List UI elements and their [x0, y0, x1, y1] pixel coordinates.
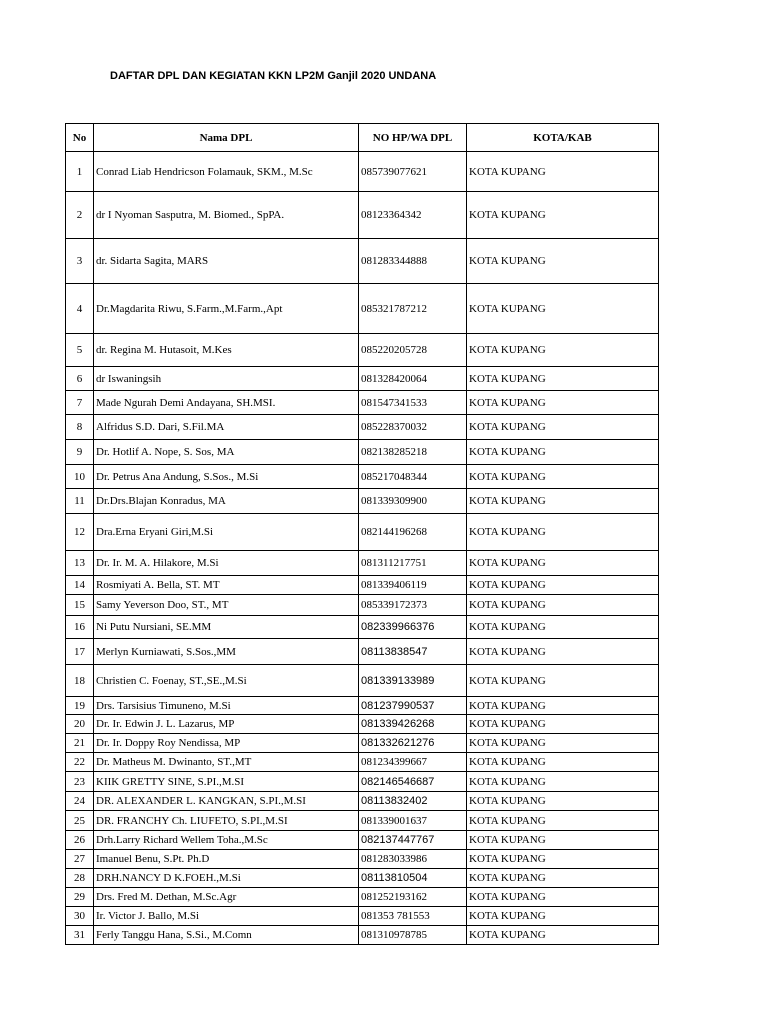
row-number: 26 [66, 831, 94, 850]
city-cell: KOTA KUPANG [467, 753, 659, 772]
dpl-name-cell: Merlyn Kurniawati, S.Sos.,MM [94, 639, 359, 665]
city-cell: KOTA KUPANG [467, 334, 659, 367]
table-row [66, 869, 659, 888]
table-row [66, 284, 659, 334]
dpl-name-cell: Samy Yeverson Doo, ST., MT [94, 595, 359, 616]
table-row [66, 551, 659, 576]
dpl-name-cell: Dra.Erna Eryani Giri,M.Si [94, 514, 359, 551]
dpl-name-cell: Dr.Magdarita Riwu, S.Farm.,M.Farm.,Apt [94, 284, 359, 334]
table-row [66, 734, 659, 753]
phone-cell: 085321787212 [359, 284, 467, 334]
dpl-name-cell: dr I Nyoman Sasputra, M. Biomed., SpPA. [94, 192, 359, 239]
row-number: 7 [66, 391, 94, 415]
city-cell: KOTA KUPANG [467, 284, 659, 334]
table-row [66, 926, 659, 945]
phone-cell: 082339966376 [359, 616, 467, 639]
city-cell: KOTA KUPANG [467, 715, 659, 734]
phone-cell: 081339133989 [359, 665, 467, 697]
row-number: 6 [66, 367, 94, 391]
table-row [66, 850, 659, 869]
dpl-name-cell: dr. Regina M. Hutasoit, M.Kes [94, 334, 359, 367]
dpl-name-cell: Drs. Fred M. Dethan, M.Sc.Agr [94, 888, 359, 907]
table-row [66, 391, 659, 415]
city-cell: KOTA KUPANG [467, 734, 659, 753]
city-cell: KOTA KUPANG [467, 697, 659, 715]
phone-cell: 081311217751 [359, 551, 467, 576]
row-number: 16 [66, 616, 94, 639]
row-number: 14 [66, 576, 94, 595]
city-cell: KOTA KUPANG [467, 907, 659, 926]
city-cell: KOTA KUPANG [467, 239, 659, 284]
row-number: 24 [66, 792, 94, 811]
phone-cell: 081332621276 [359, 734, 467, 753]
city-cell: KOTA KUPANG [467, 152, 659, 192]
dpl-name-cell: Drs. Tarsisius Timuneno, M.Si [94, 697, 359, 715]
city-cell: KOTA KUPANG [467, 831, 659, 850]
document-title: DAFTAR DPL DAN KEGIATAN KKN LP2M Ganjil 2020 UNDANA [110, 70, 437, 82]
phone-cell: 082146546687 [359, 772, 467, 792]
dpl-name-cell: Imanuel Benu, S.Pt. Ph.D [94, 850, 359, 869]
row-number: 23 [66, 772, 94, 792]
dpl-name-cell: Drh.Larry Richard Wellem Toha.,M.Sc [94, 831, 359, 850]
row-number: 20 [66, 715, 94, 734]
table-row [66, 152, 659, 192]
table-row [66, 753, 659, 772]
phone-cell: 082144196268 [359, 514, 467, 551]
row-number: 5 [66, 334, 94, 367]
table-row [66, 514, 659, 551]
row-number: 21 [66, 734, 94, 753]
dpl-name-cell: Dr. Hotlif A. Nope, S. Sos, MA [94, 440, 359, 465]
phone-cell: 081547341533 [359, 391, 467, 415]
phone-cell: 08113810504 [359, 869, 467, 888]
table-row [66, 239, 659, 284]
table-row [66, 831, 659, 850]
city-cell: KOTA KUPANG [467, 440, 659, 465]
table-row [66, 715, 659, 734]
dpl-name-cell: Made Ngurah Demi Andayana, SH.MSI. [94, 391, 359, 415]
row-number: 30 [66, 907, 94, 926]
city-cell: KOTA KUPANG [467, 772, 659, 792]
row-number: 12 [66, 514, 94, 551]
row-number: 11 [66, 489, 94, 514]
dpl-name-cell: DRH.NANCY D K.FOEH.,M.Si [94, 869, 359, 888]
dpl-name-cell: Alfridus S.D. Dari, S.Fil.MA [94, 415, 359, 440]
table-body [66, 152, 659, 945]
dpl-name-cell: Ferly Tanggu Hana, S.Si., M.Comn [94, 926, 359, 945]
dpl-name-cell: Dr. Ir. M. A. Hilakore, M.Si [94, 551, 359, 576]
phone-cell: 08113838547 [359, 639, 467, 665]
phone-cell: 081339309900 [359, 489, 467, 514]
dpl-name-cell: Christien C. Foenay, ST.,SE.,M.Si [94, 665, 359, 697]
table-row [66, 465, 659, 489]
dpl-name-cell: dr Iswaningsih [94, 367, 359, 391]
city-cell: KOTA KUPANG [467, 192, 659, 239]
row-number: 13 [66, 551, 94, 576]
header-no: No [66, 124, 94, 152]
phone-cell: 085228370032 [359, 415, 467, 440]
table-row [66, 792, 659, 811]
city-cell: KOTA KUPANG [467, 595, 659, 616]
table-row [66, 367, 659, 391]
table-header-row [66, 124, 659, 152]
city-cell: KOTA KUPANG [467, 639, 659, 665]
phone-cell: 081234399667 [359, 753, 467, 772]
city-cell: KOTA KUPANG [467, 367, 659, 391]
phone-cell: 085217048344 [359, 465, 467, 489]
row-number: 22 [66, 753, 94, 772]
row-number: 17 [66, 639, 94, 665]
city-cell: KOTA KUPANG [467, 514, 659, 551]
table-row [66, 595, 659, 616]
header-kota-kab: KOTA/KAB [467, 124, 659, 152]
phone-cell: 081237990537 [359, 697, 467, 715]
phone-cell: 081339426268 [359, 715, 467, 734]
table-row [66, 665, 659, 697]
phone-cell: 081339001637 [359, 811, 467, 831]
table-row [66, 616, 659, 639]
row-number: 8 [66, 415, 94, 440]
table-row [66, 888, 659, 907]
dpl-name-cell: Ir. Victor J. Ballo, M.Si [94, 907, 359, 926]
phone-cell: 085220205728 [359, 334, 467, 367]
row-number: 4 [66, 284, 94, 334]
phone-cell: 085339172373 [359, 595, 467, 616]
table-row [66, 576, 659, 595]
table-row [66, 415, 659, 440]
city-cell: KOTA KUPANG [467, 551, 659, 576]
row-number: 9 [66, 440, 94, 465]
city-cell: KOTA KUPANG [467, 576, 659, 595]
table-row [66, 907, 659, 926]
city-cell: KOTA KUPANG [467, 888, 659, 907]
header-no-hp: NO HP/WA DPL [359, 124, 467, 152]
phone-cell: 08113832402 [359, 792, 467, 811]
phone-cell: 081252193162 [359, 888, 467, 907]
dpl-name-cell: Ni Putu Nursiani, SE.MM [94, 616, 359, 639]
phone-cell: 082137447767 [359, 831, 467, 850]
phone-cell: 081328420064 [359, 367, 467, 391]
city-cell: KOTA KUPANG [467, 869, 659, 888]
table-row [66, 440, 659, 465]
city-cell: KOTA KUPANG [467, 665, 659, 697]
row-number: 1 [66, 152, 94, 192]
table-row [66, 489, 659, 514]
dpl-name-cell: Dr. Ir. Edwin J. L. Lazarus, MP [94, 715, 359, 734]
dpl-name-cell: Dr.Drs.Blajan Konradus, MA [94, 489, 359, 514]
dpl-name-cell: KIIK GRETTY SINE, S.PI.,M.SI [94, 772, 359, 792]
table-row [66, 192, 659, 239]
table-row [66, 334, 659, 367]
phone-cell: 081283033986 [359, 850, 467, 869]
city-cell: KOTA KUPANG [467, 792, 659, 811]
dpl-name-cell: DR. FRANCHY Ch. LIUFETO, S.PI.,M.SI [94, 811, 359, 831]
table-row [66, 772, 659, 792]
dpl-name-cell: dr. Sidarta Sagita, MARS [94, 239, 359, 284]
phone-cell: 08123364342 [359, 192, 467, 239]
row-number: 18 [66, 665, 94, 697]
phone-cell: 082138285218 [359, 440, 467, 465]
header-nama-dpl: Nama DPL [94, 124, 359, 152]
phone-cell: 085739077621 [359, 152, 467, 192]
phone-cell: 081339406119 [359, 576, 467, 595]
table-row [66, 639, 659, 665]
city-cell: KOTA KUPANG [467, 811, 659, 831]
phone-cell: 081353 781553 [359, 907, 467, 926]
dpl-name-cell: Dr. Ir. Doppy Roy Nendissa, MP [94, 734, 359, 753]
city-cell: KOTA KUPANG [467, 489, 659, 514]
dpl-name-cell: Conrad Liab Hendricson Folamauk, SKM., M.Sc [94, 152, 359, 192]
row-number: 28 [66, 869, 94, 888]
phone-cell: 081283344888 [359, 239, 467, 284]
city-cell: KOTA KUPANG [467, 926, 659, 945]
row-number: 29 [66, 888, 94, 907]
city-cell: KOTA KUPANG [467, 850, 659, 869]
city-cell: KOTA KUPANG [467, 616, 659, 639]
dpl-name-cell: Rosmiyati A. Bella, ST. MT [94, 576, 359, 595]
row-number: 10 [66, 465, 94, 489]
city-cell: KOTA KUPANG [467, 465, 659, 489]
row-number: 15 [66, 595, 94, 616]
dpl-name-cell: Dr. Petrus Ana Andung, S.Sos., M.Si [94, 465, 359, 489]
dpl-name-cell: Dr. Matheus M. Dwinanto, ST.,MT [94, 753, 359, 772]
phone-cell: 081310978785 [359, 926, 467, 945]
row-number: 25 [66, 811, 94, 831]
row-number: 3 [66, 239, 94, 284]
row-number: 27 [66, 850, 94, 869]
table-row [66, 697, 659, 715]
table-row [66, 811, 659, 831]
city-cell: KOTA KUPANG [467, 391, 659, 415]
dpl-name-cell: DR. ALEXANDER L. KANGKAN, S.PI.,M.SI [94, 792, 359, 811]
row-number: 2 [66, 192, 94, 239]
dpl-table [65, 123, 659, 945]
row-number: 19 [66, 697, 94, 715]
city-cell: KOTA KUPANG [467, 415, 659, 440]
row-number: 31 [66, 926, 94, 945]
